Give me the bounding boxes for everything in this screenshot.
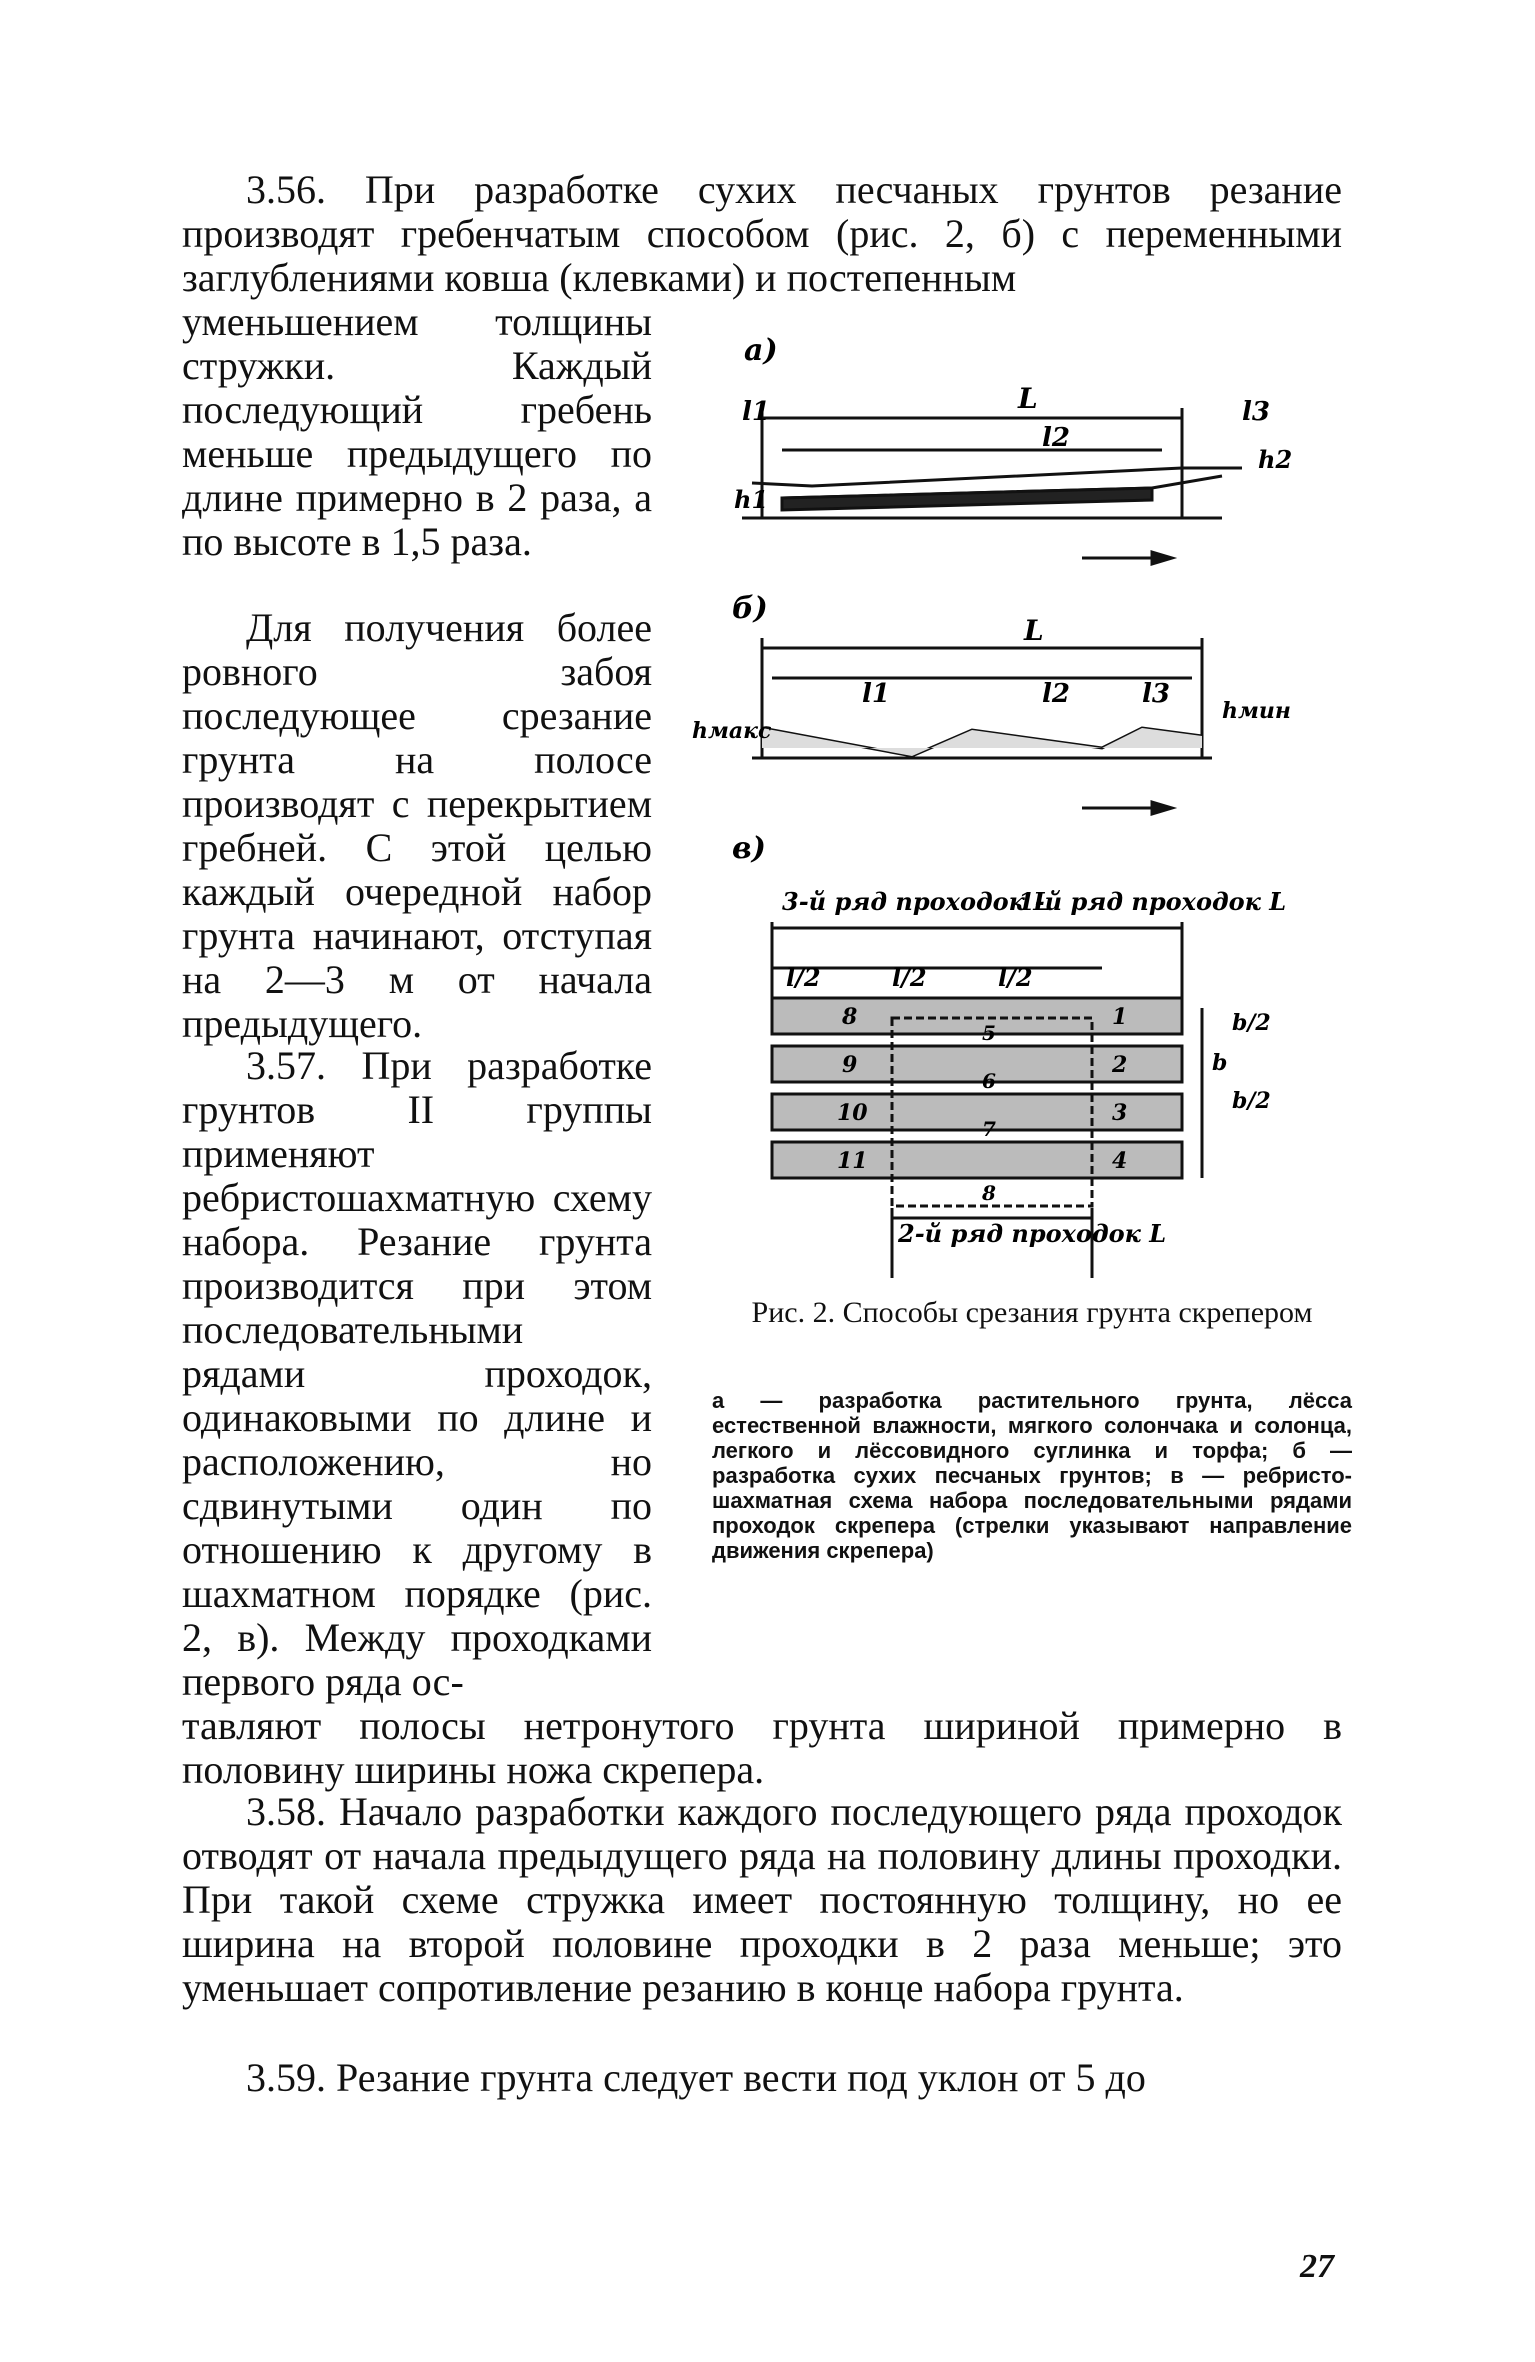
label-a-h1: h1 — [734, 485, 769, 514]
paragraph-3-57-end — [182, 1704, 1342, 1792]
paragraph-text: 3.59. Резание грунта следует вести под уклон от 5 до — [246, 2055, 1146, 2100]
paragraph-text: 3.58. Начало разработки каждого последующего ряда проходок отводят от начала предыдущего ряда на половину длины проходки. При такой схеме стружка имеет постоянную толщину, но ее ширина на второй половине проходки в 2 раза меньше; это уменьшает сопротивление резанию в конце набора грунта. — [182, 1789, 1342, 2010]
paragraph-3-58 — [182, 1790, 1342, 2010]
strip-num: 6 — [982, 1069, 996, 1093]
label-v-half2: l/2 — [892, 963, 927, 992]
label-v-b2a: b/2 — [1232, 1010, 1271, 1036]
label-a-l3: l3 — [1242, 397, 1270, 427]
strip-num: 9 — [842, 1052, 858, 1078]
paragraph-text: уменьшением толщины стружки. Каждый последующий гребень меньше предыдущего по длине примерно в 2 раза, а по высоте в 1,5 раза. — [182, 299, 652, 564]
strip-num: 10 — [837, 1100, 868, 1126]
paragraph-overlap — [182, 606, 652, 1046]
label-v: в) — [732, 831, 766, 866]
label-v-row2: 2-й ряд проходок L — [898, 1219, 1167, 1248]
strip-num: 2 — [1112, 1052, 1128, 1078]
figure-caption: Рис. 2. Способы срезания грунта скрепером — [751, 1296, 1313, 1329]
label-b-l1: l1 — [862, 679, 890, 709]
paragraph-text: тавляют полосы нетронутого грунта шириной примерно в половину ширины ножа скрепера. — [182, 1703, 1342, 1792]
strip-num: 8 — [982, 1181, 996, 1205]
paragraph-3-56-continued — [182, 300, 652, 564]
strip-num: 3 — [1112, 1100, 1128, 1126]
label-b-l3: l3 — [1142, 679, 1170, 709]
diagram-b — [752, 638, 1212, 814]
label-b: б) — [732, 591, 768, 626]
label-v-row1: 1-й ряд проходок L — [1018, 887, 1287, 916]
figure-legend: а — разработка растительного грунта, лёсса естественной влажности, мягкого солончака и солонца, легкого и лёссовидного суглинка и торфа; б — разработка сухих песчаных грунтов; в — ребристо-шахматная схема набора последовательными рядами проходок скрепера (стрелки указывают направление движения скрепера) — [712, 1388, 1352, 1563]
label-v-half1: l/2 — [786, 963, 821, 992]
paragraph-text: Для получения более ровного забоя последующее срезание грунта на полосе производят с перекрытием гребней. С этой целью каждый очередной набор грунта начинают, отступая на 2—3 м от начала предыдущего. — [182, 605, 652, 1046]
label-v-half3: l/2 — [998, 963, 1033, 992]
label-b-L: L — [1024, 614, 1044, 647]
strip-num: 7 — [982, 1117, 996, 1141]
paragraph-text: 3.57. При разработке грунтов II группы применяют ребристошахматную схему набора. Резание грунта производится при этом последовательными рядами проходок, одинаковыми по длине и расположению, но сдвинутыми один по отношению к другому в шахматном порядке (рис. 2, в). Между проходками первого ряда ос- — [182, 1043, 652, 1704]
paragraph-3-56-start — [182, 168, 1342, 300]
label-b-hmin: hмин — [1222, 698, 1291, 724]
label-v-b2b: b/2 — [1232, 1088, 1271, 1114]
page-number: 27 — [1300, 2248, 1334, 2285]
diagram-a — [742, 408, 1242, 564]
figure-drawing — [682, 318, 1362, 1298]
strip-num: 4 — [1112, 1148, 1128, 1174]
label-v-row3: 3-й ряд проходок L — [782, 887, 1051, 916]
label-a-l1: l1 — [742, 397, 770, 427]
label-v-b: b — [1212, 1050, 1228, 1076]
label-a-l2: l2 — [1042, 423, 1070, 453]
figure-2 — [682, 318, 1362, 1318]
strip-num: 5 — [982, 1021, 996, 1045]
strip-num: 1 — [1112, 1004, 1128, 1030]
label-a: а) — [744, 333, 778, 368]
label-b-hmax: hмакс — [692, 718, 772, 744]
strip-num: 8 — [842, 1004, 858, 1030]
label-b-l2: l2 — [1042, 679, 1070, 709]
paragraph-3-57 — [182, 1044, 652, 1704]
strip-num: 11 — [837, 1148, 868, 1174]
paragraph-3-59 — [182, 2056, 1342, 2100]
label-a-L: L — [1018, 382, 1038, 415]
label-a-h2: h2 — [1258, 445, 1293, 474]
paragraph-text: 3.56. При разработке сухих песчаных грунтов резание производят гребенчатым способом (рис. 2, б) с переменными заглублениями ковша (клевками) и постепенным — [182, 167, 1342, 300]
